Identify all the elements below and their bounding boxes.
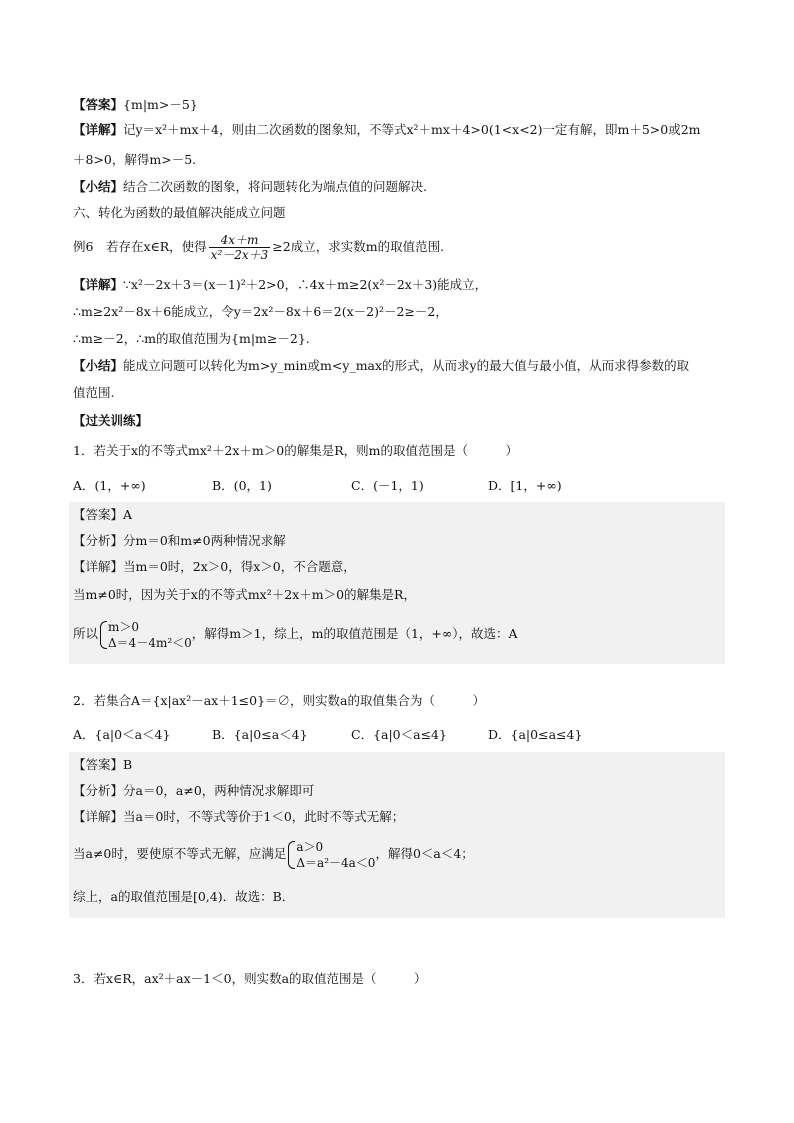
detail-text: 记y＝x²＋mx＋4，则由二次函数的图象知，不等式x²＋mx＋4>0(1<x<2)一定有解，即m＋5>0或2m xyxy=(123,122,701,137)
answer-text: 【答案】B xyxy=(73,757,133,772)
question-2-stem xyxy=(73,692,485,710)
analysis-text: 【分析】分m＝0和m≠0两种情况求解 xyxy=(73,533,286,548)
detail-text: ∵x²－2x＋3＝(x－1)²＋2>0，∴4x＋m≥2(x²－2x＋3)能成立， xyxy=(123,277,488,292)
option-d: D．[1，+∞) xyxy=(488,478,562,493)
option-b: B．{a|0≤a＜4} xyxy=(212,727,308,742)
case-brace xyxy=(98,619,192,651)
summary-tag: 【小结】 xyxy=(73,179,124,194)
option-d: D．{a|0≤a≤4} xyxy=(488,727,583,742)
section-heading-text: 六、转化为函数的最值解决能成立问题 xyxy=(73,205,286,220)
summary-text: 能成立问题可以转化为m>y_min或m<y_max的形式，从而求y的最大值与最小值，从而求得参数的取 xyxy=(123,358,690,373)
case-condition: Δ＝a²－4a＜0 xyxy=(296,855,376,870)
fraction-numerator: 4x＋m xyxy=(209,233,271,248)
option-c: C．{a|0＜a≤4} xyxy=(351,727,447,742)
detail-line xyxy=(73,834,474,874)
answer-text: 【答案】A xyxy=(73,507,133,522)
detail-text: ∴m≥2x²－8x＋6能成立，令y＝2x²－8x＋6＝2(x－2)²－2≥－2， xyxy=(73,304,448,319)
detail-text: 【详解】当a＝0时，不等式等价于1＜0，此时不等式无解； xyxy=(73,809,405,824)
detail-line-continued xyxy=(73,151,196,169)
detail-line xyxy=(73,586,416,604)
detail-text: 所以 xyxy=(73,626,99,641)
detail-line xyxy=(73,276,487,294)
fraction-denominator: x²－2x＋3 xyxy=(210,248,269,262)
summary-text: 结合二次函数的图象，将问题转化为端点值的问题解决. xyxy=(123,179,427,194)
training-heading-text: 【过关训练】 xyxy=(73,413,149,428)
option-a: A．{a|0＜a＜4} xyxy=(73,727,171,742)
detail-line xyxy=(73,558,356,576)
question-stem-text: 2．若集合A＝{x|ax²－ax＋1≤0}＝∅，则实数a的取值集合为（ ） xyxy=(73,693,485,708)
case-condition: a＞0 xyxy=(296,839,324,854)
question-stem-text: 3．若x∈R，ax²＋ax－1＜0，则实数a的取值范围是（ ） xyxy=(73,971,427,986)
example-line xyxy=(73,232,444,262)
answer-tag: 【答案】 xyxy=(73,97,124,112)
detail-tag: 【详解】 xyxy=(73,277,124,292)
summary-line xyxy=(73,178,427,196)
summary-text: 值范围. xyxy=(73,385,115,400)
detail-tag: 【详解】 xyxy=(73,122,124,137)
fraction xyxy=(209,233,271,262)
option-b: B．(0，1) xyxy=(212,478,272,493)
detail-line xyxy=(73,303,448,321)
summary-line xyxy=(73,357,689,375)
case-condition: Δ＝4－4m²＜0 xyxy=(108,635,192,650)
detail-text: 当a≠0时，要使原不等式无解，应满足 xyxy=(73,846,287,861)
question-1-stem xyxy=(73,442,518,460)
detail-text: ，解得0＜a＜4； xyxy=(375,846,474,861)
answer-line xyxy=(73,756,132,774)
section-heading xyxy=(73,204,286,222)
question-stem-text: 1．若关于x的不等式mx²＋2x＋m＞0的解集是R，则m的取值范围是（ ） xyxy=(73,443,518,458)
detail-text: ＋8>0，解得m>－5. xyxy=(73,152,197,167)
detail-text: ，解得m＞1，综上，m的取值范围是（1，+∞），故选：A xyxy=(191,626,518,641)
example-suffix: ≥2成立，求实数m的取值范围. xyxy=(272,239,445,254)
option-a: A．(1，+∞) xyxy=(73,478,146,493)
detail-line xyxy=(73,330,310,348)
option-c: C．(－1，1) xyxy=(351,478,424,493)
answer-line xyxy=(73,506,132,524)
detail-line xyxy=(73,888,294,906)
training-heading xyxy=(73,412,148,430)
question-3-stem xyxy=(73,970,427,988)
detail-text: ∴m≥－2，∴m的取值范围为{m|m≥－2}. xyxy=(73,331,310,346)
detail-line xyxy=(73,614,518,654)
example-prefix: 例6 若存在x∈R，使得 xyxy=(73,239,207,254)
answer-line xyxy=(73,96,198,114)
analysis-line xyxy=(73,782,314,800)
analysis-line xyxy=(73,532,286,550)
detail-line xyxy=(73,121,701,139)
detail-text: 【详解】当m＝0时，2x＞0，得x＞0，不合题意， xyxy=(73,559,356,574)
detail-line xyxy=(73,808,404,826)
analysis-text: 【分析】分a＝0，a≠0，两种情况求解即可 xyxy=(73,783,315,798)
case-brace xyxy=(286,839,375,871)
case-condition: m＞0 xyxy=(108,619,140,634)
answer-text: {m|m>－5} xyxy=(123,97,198,112)
detail-text: 综上，a的取值范围是[0,4)．故选：B． xyxy=(73,889,295,904)
summary-tag: 【小结】 xyxy=(73,358,124,373)
summary-line-continued xyxy=(73,384,114,402)
detail-text: 当m≠0时，因为关于x的不等式mx²＋2x＋m＞0的解集是R， xyxy=(73,587,416,602)
